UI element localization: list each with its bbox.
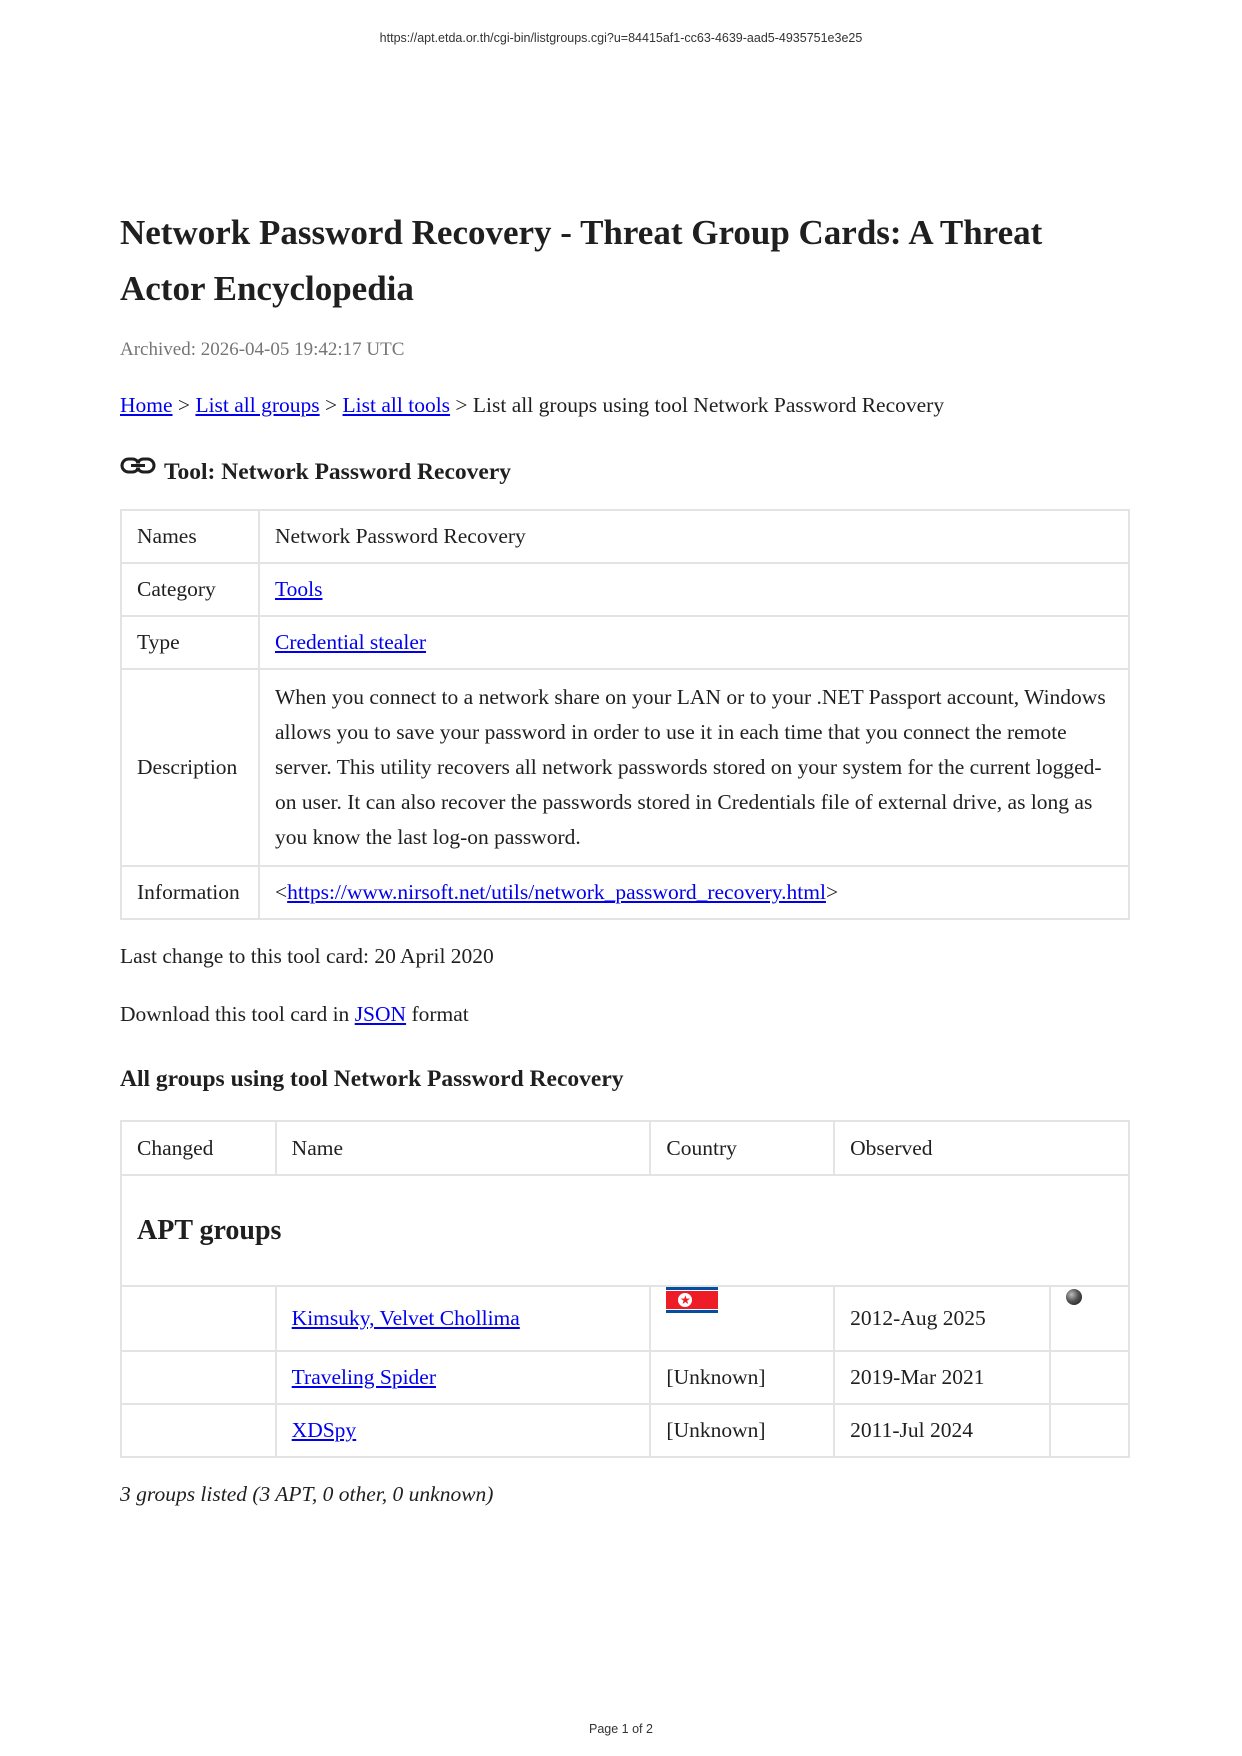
- name-cell: [276, 1286, 651, 1351]
- information-prefix: <: [275, 880, 288, 904]
- country-cell: [Unknown]: [650, 1404, 834, 1457]
- names-label: Names: [121, 510, 259, 563]
- link-icon: [120, 455, 156, 479]
- page-title: Network Password Recovery - Threat Group Cards: A Threat Actor Encyclopedia: [120, 213, 1043, 308]
- table-row: [121, 616, 1129, 669]
- changed-cell: [121, 1404, 276, 1457]
- groups-header-row: [121, 1121, 1129, 1175]
- category-link[interactable]: Tools: [275, 577, 323, 601]
- observed-cell: 2011-Jul 2024: [834, 1404, 1050, 1457]
- section-row: [121, 1175, 1129, 1286]
- dark-sphere-icon: [1066, 1289, 1082, 1305]
- information-suffix: >: [825, 880, 839, 904]
- breadcrumb-current: > List all groups using tool Network Password Recovery: [450, 393, 945, 417]
- observed-cell: 2012-Aug 2025: [834, 1286, 1050, 1351]
- name-cell: [276, 1351, 651, 1404]
- print-header-url: https://apt.etda.or.th/cgi-bin/listgroups.cgi?u=84415af1-cc63-4639-aad5-4935751e3e25: [379, 31, 863, 45]
- download-prefix: Download this tool card in: [120, 1002, 355, 1026]
- observed-cell: 2019-Mar 2021: [834, 1351, 1050, 1404]
- last-change-text: Last change to this tool card: 20 April 2020: [120, 944, 494, 968]
- type-cell: [259, 616, 1129, 669]
- tool-heading: [120, 455, 1130, 487]
- table-row: [121, 866, 1129, 919]
- table-row: [121, 1351, 1129, 1404]
- country-cell: [650, 1286, 834, 1351]
- marker-cell: [1050, 1404, 1129, 1457]
- archived-timestamp: Archived: 2026-04-05 19:42:17 UTC: [120, 339, 405, 360]
- breadcrumb-list-groups-link[interactable]: List all groups: [195, 393, 320, 417]
- group-link-kimsuky[interactable]: Kimsuky, Velvet Chollima: [291, 1306, 520, 1330]
- information-cell: [259, 866, 1129, 919]
- breadcrumb-list-tools-link[interactable]: List all tools: [342, 393, 451, 417]
- table-row: [121, 563, 1129, 616]
- column-header-country: Country: [650, 1121, 834, 1175]
- breadcrumb: [120, 391, 1130, 419]
- page-number-footer: Page 1 of 2: [589, 1722, 653, 1736]
- groups-heading: All groups using tool Network Password Recovery: [120, 1066, 624, 1092]
- description-label: Description: [121, 669, 259, 866]
- groups-table: [120, 1120, 1130, 1458]
- marker-cell: [1050, 1351, 1129, 1404]
- column-header-name: Name: [276, 1121, 651, 1175]
- country-cell: [Unknown]: [650, 1351, 834, 1404]
- table-row: [121, 1404, 1129, 1457]
- apt-groups-section-label: APT groups: [121, 1175, 1129, 1286]
- changed-cell: [121, 1351, 276, 1404]
- json-download-link[interactable]: JSON: [354, 1002, 407, 1026]
- table-row: [121, 1286, 1129, 1351]
- tool-info-table: [120, 509, 1130, 920]
- column-header-changed: Changed: [121, 1121, 276, 1175]
- category-label: Category: [121, 563, 259, 616]
- tool-heading-text: Tool: Network Password Recovery: [164, 459, 512, 485]
- breadcrumb-separator: >: [319, 393, 343, 417]
- main-content: [120, 205, 1130, 1508]
- breadcrumb-separator: >: [172, 393, 196, 417]
- column-header-observed: Observed: [834, 1121, 1129, 1175]
- marker-cell: [1050, 1286, 1129, 1351]
- north-korea-flag-icon: ★: [666, 1287, 718, 1313]
- information-label: Information: [121, 866, 259, 919]
- groups-summary: 3 groups listed (3 APT, 0 other, 0 unknown): [120, 1482, 494, 1506]
- breadcrumb-home-link[interactable]: Home: [120, 393, 173, 417]
- name-cell: [276, 1404, 651, 1457]
- download-text: [120, 1000, 1130, 1028]
- type-label: Type: [121, 616, 259, 669]
- table-row: [121, 669, 1129, 866]
- group-link-traveling-spider[interactable]: Traveling Spider: [291, 1365, 436, 1389]
- type-link[interactable]: Credential stealer: [275, 630, 427, 654]
- group-link-xdspy[interactable]: XDSpy: [291, 1418, 357, 1442]
- category-cell: [259, 563, 1129, 616]
- changed-cell: [121, 1286, 276, 1351]
- names-value: Network Password Recovery: [259, 510, 1129, 563]
- description-value: When you connect to a network share on your LAN or to your .NET Passport account, Windows allows you to save your password in order to use it in each time that you connect the remote server. This utility recovers all network passwords stored on your system for the current logged-on user. It can also recover the passwords stored in Credentials file of external drive, as long as you know the last log-on password.: [259, 669, 1129, 866]
- information-link[interactable]: https://www.nirsoft.net/utils/network_password_recovery.html: [287, 880, 826, 904]
- download-suffix: format: [406, 1002, 469, 1026]
- table-row: [121, 510, 1129, 563]
